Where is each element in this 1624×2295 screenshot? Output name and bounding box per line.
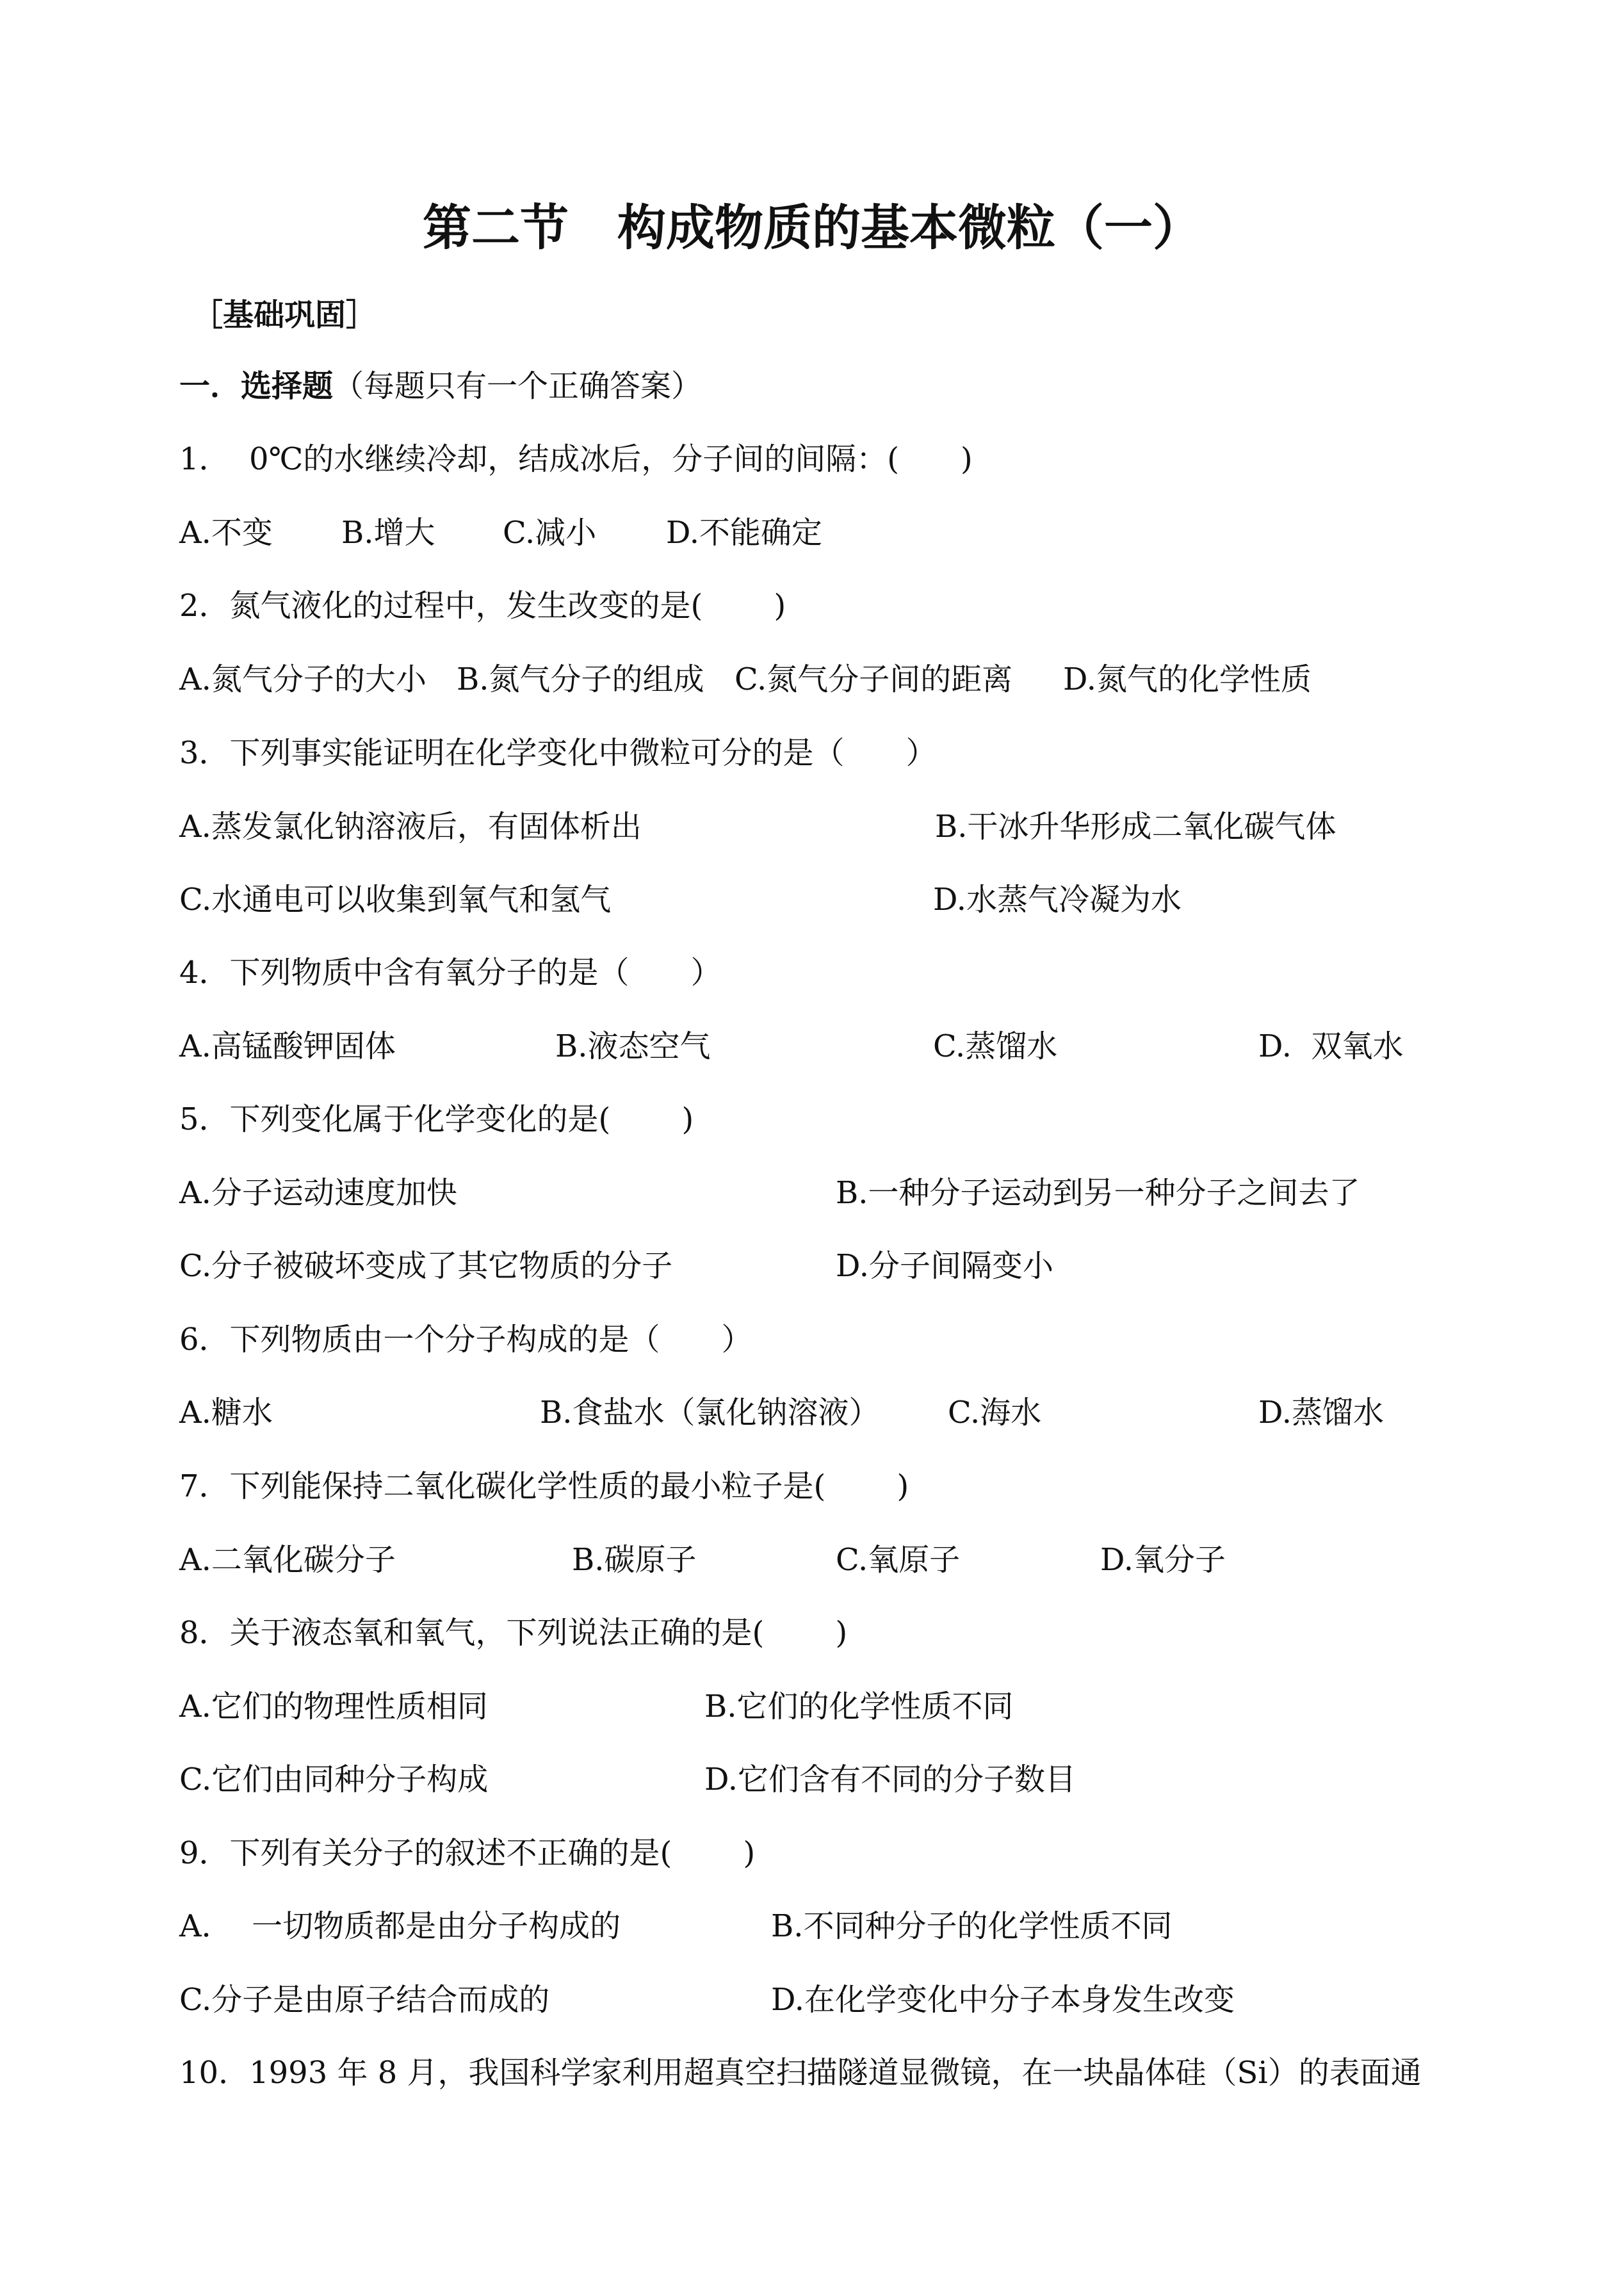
question-9-stem: 9．下列有关分子的叙述不正确的是( ) (179, 1835, 756, 1871)
question-2-option-b: B.氮气分子的组成 (457, 661, 704, 697)
question-8-option-d: D.它们含有不同的分子数目 (704, 1762, 1076, 1797)
question-5-option-c: C.分子被破坏变成了其它物质的分子 (179, 1248, 673, 1284)
question-4-option-a: A.高锰酸钾固体 (179, 1028, 396, 1064)
section-heading: ［基础巩固］ (192, 297, 377, 333)
question-6-option-c: C.海水 (948, 1395, 1042, 1431)
question-7-stem: 7．下列能保持二氧化碳化学性质的最小粒子是( ) (179, 1468, 909, 1504)
question-10-stem: 10．1993 年 8 月，我国科学家利用超真空扫描隧道显微镜，在一块晶体硅（Si）的表面通 (179, 2055, 1422, 2091)
question-4-option-d: D. 双氧水 (1258, 1028, 1404, 1064)
question-5-option-d: D.分子间隔变小 (836, 1248, 1054, 1284)
question-9-option-c: C.分子是由原子结合而成的 (179, 1982, 550, 2018)
question-5-option-a: A.分子运动速度加快 (179, 1175, 457, 1211)
question-1-option-a: A.不变 (179, 515, 273, 551)
question-8-option-c: C.它们由同种分子构成 (179, 1762, 489, 1797)
question-1-option-b: B.增大 (341, 515, 435, 551)
question-3-option-d: D.水蒸气冷凝为水 (933, 882, 1182, 918)
question-6-option-b: B.食盐水（氯化钠溶液） (540, 1395, 880, 1431)
question-9-option-d: D.在化学变化中分子本身发生改变 (771, 1982, 1235, 2018)
question-4-stem: 4．下列物质中含有氧分子的是（ ） (179, 955, 722, 991)
question-5-option-b: B.一种分子运动到另一种分子之间去了 (836, 1175, 1360, 1211)
question-6-stem: 6．下列物质由一个分子构成的是（ ） (179, 1322, 752, 1358)
question-7-option-d: D.氧分子 (1100, 1542, 1226, 1578)
question-2-option-a: A.氮气分子的大小 (179, 661, 426, 697)
question-5-stem: 5．下列变化属于化学变化的是( ) (179, 1101, 694, 1137)
question-2-option-d: D.氮气的化学性质 (1063, 661, 1312, 697)
question-8-option-a: A.它们的物理性质相同 (179, 1689, 488, 1724)
question-4-option-c: C.蒸馏水 (933, 1028, 1058, 1064)
page-title: 第二节 构成物质的基本微粒（一） (423, 199, 1201, 256)
part-note: （每题只有一个正确答案） (333, 368, 702, 404)
question-9-option-a: A． 一切物质都是由分子构成的 (179, 1908, 621, 1944)
part-heading (179, 364, 702, 409)
question-6-option-d: D.蒸馏水 (1258, 1395, 1384, 1431)
question-6-option-a: A.糖水 (179, 1395, 273, 1431)
question-1-stem: 1． 0℃的水继续冷却，结成冰后，分子间的间隔：( ) (179, 441, 973, 477)
question-3-option-b: B.干冰升华形成二氧化碳气体 (935, 809, 1336, 845)
question-8-option-b: B.它们的化学性质不同 (704, 1689, 1014, 1724)
question-7-option-b: B.碳原子 (572, 1542, 697, 1578)
question-3-option-c: C.水通电可以收集到氧气和氢气 (179, 882, 612, 918)
question-3-option-a: A.蒸发氯化钠溶液后，有固体析出 (179, 809, 642, 845)
question-1-option-c: C.减小 (503, 515, 597, 551)
question-7-option-a: A.二氧化碳分子 (179, 1542, 396, 1578)
question-8-stem: 8．关于液态氧和氧气，下列说法正确的是( ) (179, 1615, 848, 1651)
question-1-option-d: D.不能确定 (666, 515, 823, 551)
question-2-stem: 2．氮气液化的过程中，发生改变的是( ) (179, 588, 786, 624)
question-4-option-b: B.液态空气 (555, 1028, 711, 1064)
part-label: 一．选择题 (179, 368, 334, 404)
question-2-option-c: C.氮气分子间的距离 (735, 661, 1013, 697)
question-7-option-c: C.氧原子 (836, 1542, 961, 1578)
question-9-option-b: B.不同种分子的化学性质不同 (771, 1908, 1173, 1944)
question-3-stem: 3．下列事实能证明在化学变化中微粒可分的是（ ） (179, 735, 937, 771)
